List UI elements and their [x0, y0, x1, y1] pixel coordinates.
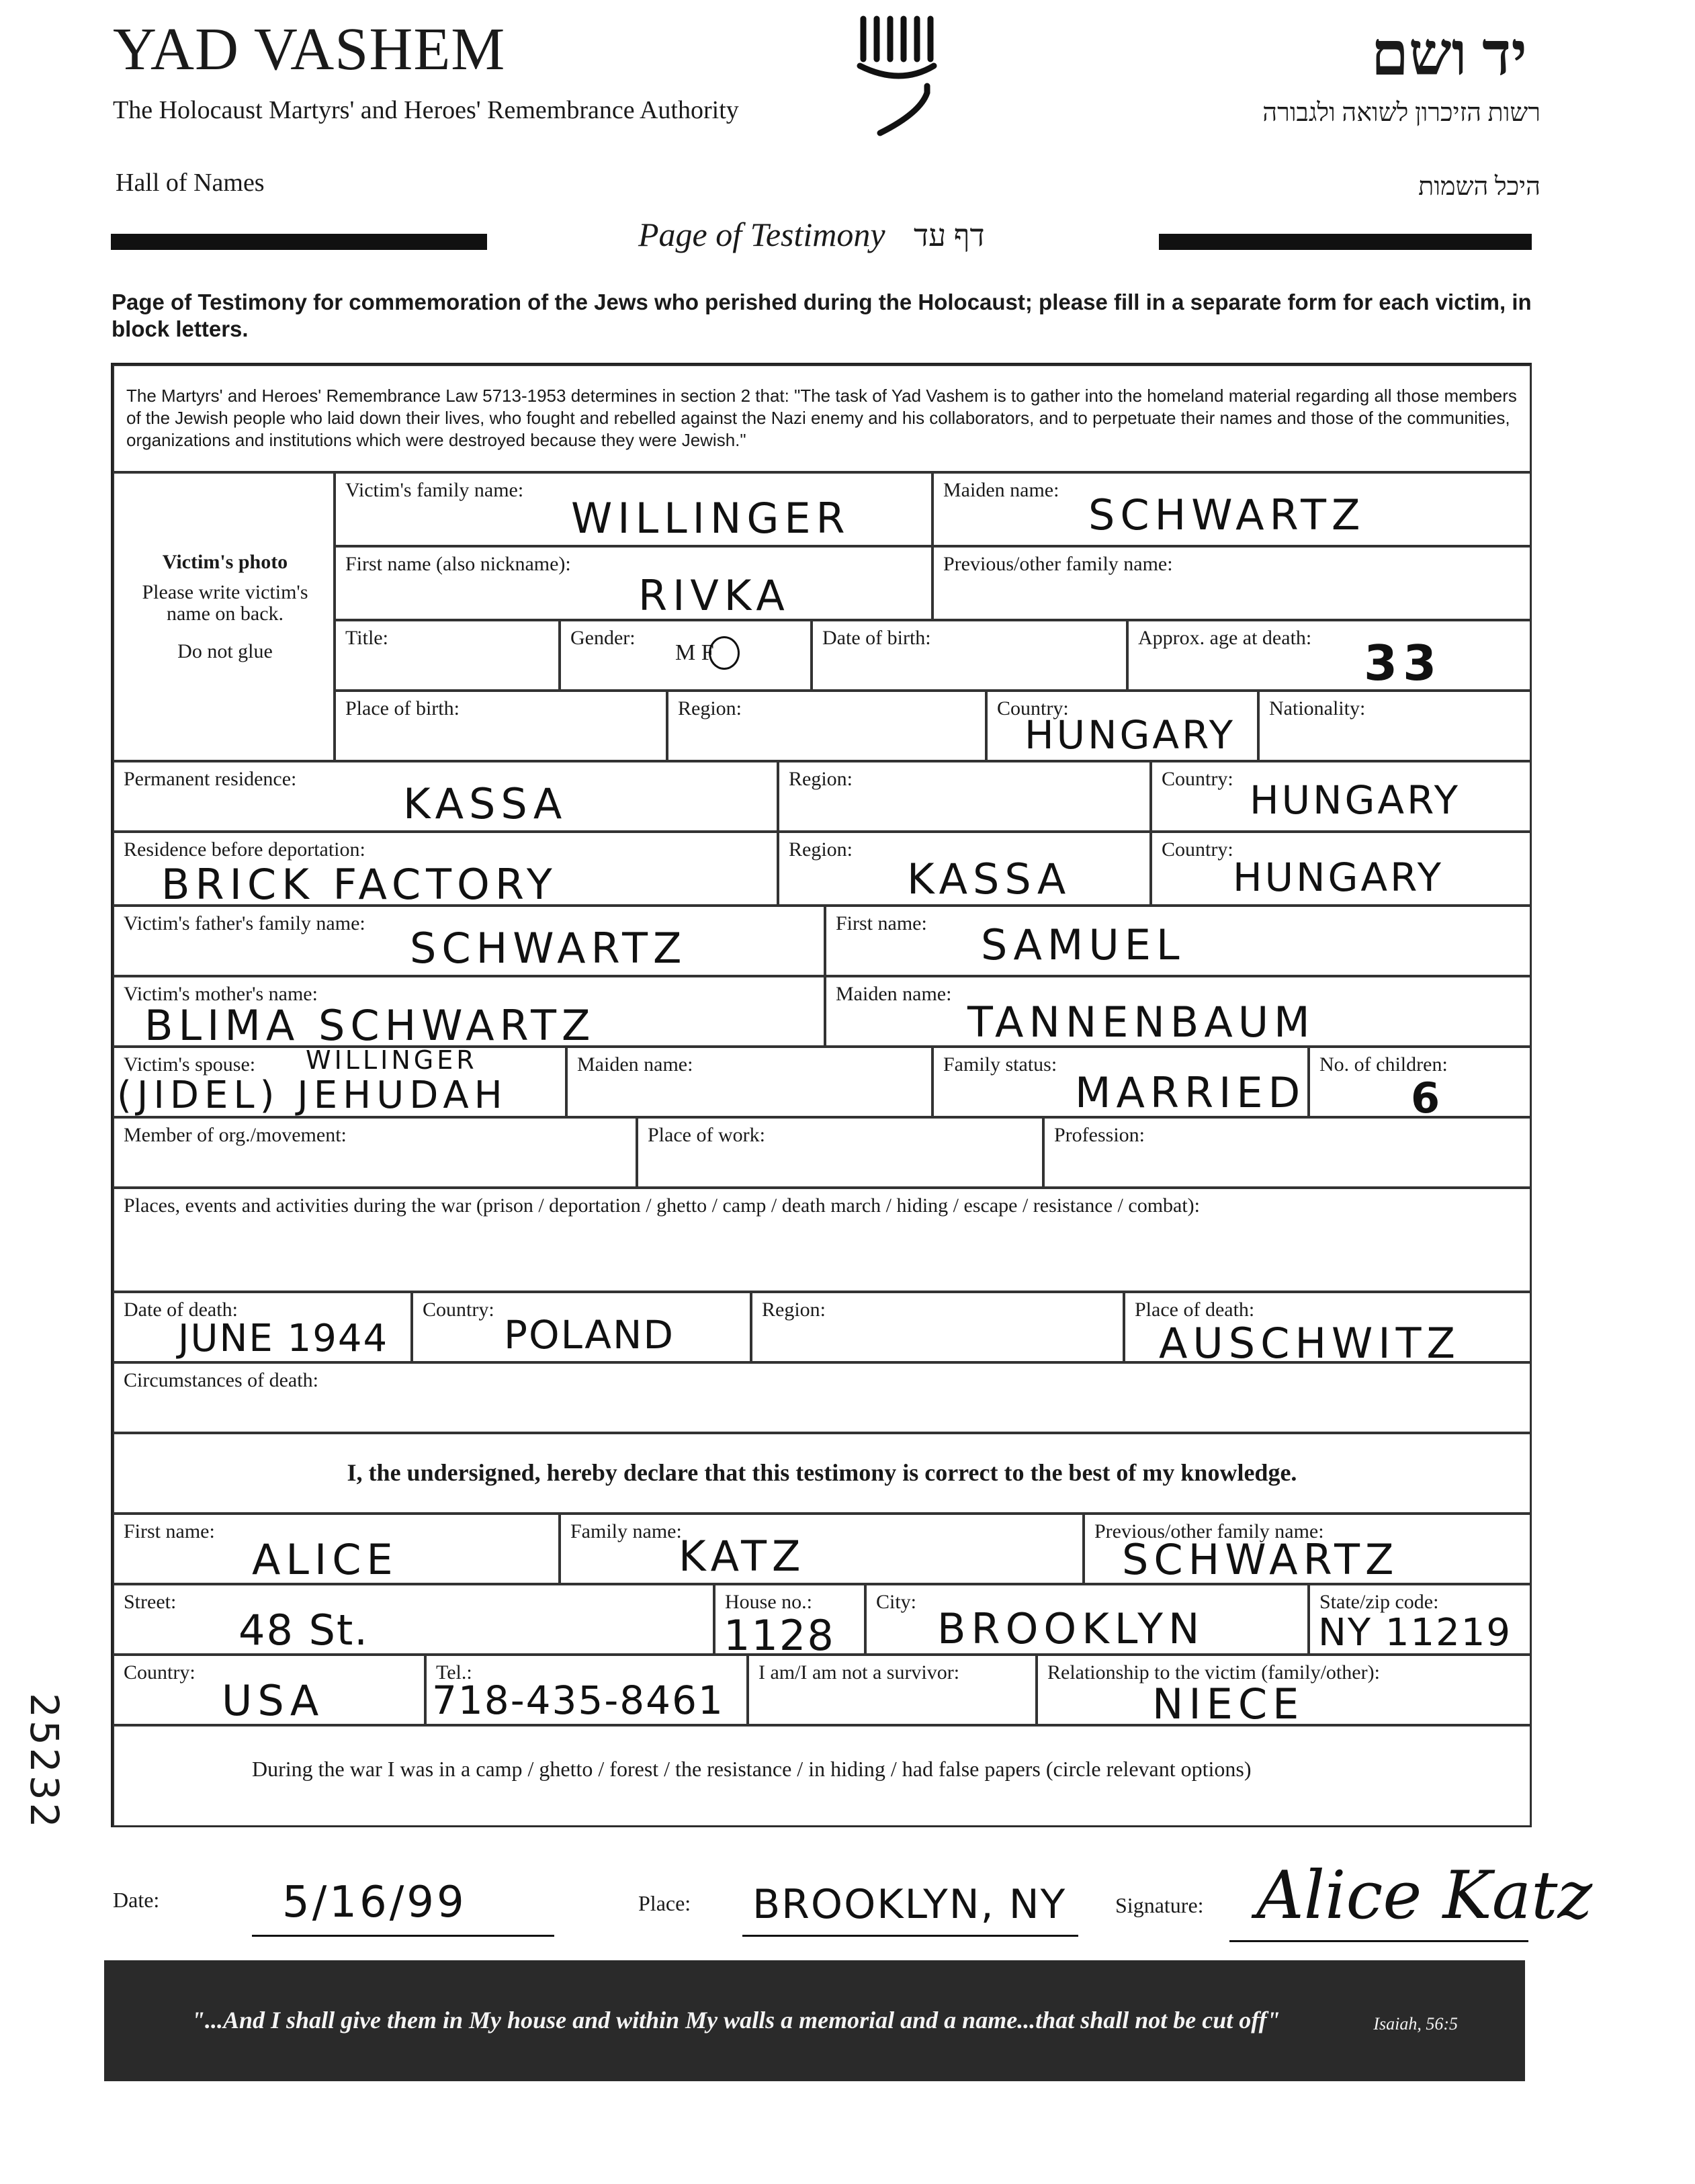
previous-name-label: Previous/other family name:: [943, 553, 1173, 575]
residence-before-label: Residence before deportation:: [124, 838, 365, 861]
perm-region-field[interactable]: [778, 761, 1151, 832]
page-title: Page of Testimony: [638, 216, 885, 253]
signature-line: [1229, 1940, 1528, 1942]
victim-photo-box[interactable]: [113, 472, 335, 761]
title-rule-left: [111, 234, 487, 250]
place-of-birth-label: Place of birth:: [345, 697, 460, 719]
submitter-first-label: First name:: [124, 1520, 215, 1542]
submitter-country-field[interactable]: [113, 1655, 425, 1725]
date-value: 5/16/99: [282, 1878, 467, 1927]
profession-field[interactable]: [1043, 1117, 1531, 1188]
declaration-text: I, the undersigned, hereby declare that this testimony is correct to the best of my knowledge.: [347, 1459, 1297, 1486]
member-org-label: Member of org./movement:: [124, 1124, 347, 1146]
mother-maiden-field[interactable]: [825, 976, 1531, 1047]
children-value: 6: [1411, 1074, 1446, 1123]
gender-label: Gender:: [570, 627, 636, 649]
age-value: 33: [1364, 635, 1442, 691]
perm-country-value: HUNGARY: [1250, 777, 1461, 823]
mother-maiden-label: Maiden name:: [836, 983, 952, 1005]
survivor-label: I am/I am not a survivor:: [758, 1661, 960, 1684]
children-field[interactable]: [1309, 1047, 1531, 1123]
instructions: Page of Testimony for commemoration of the Jews who perished during the Holocaust; please fill in a separate form for each victim, in block letters.: [112, 290, 1532, 341]
telephone-label: Tel.:: [436, 1661, 472, 1684]
spouse-field[interactable]: [113, 1047, 566, 1117]
circumstances-label: Circumstances of death:: [124, 1369, 318, 1391]
signature-label: Signature:: [1115, 1893, 1204, 1917]
circumstances-field[interactable]: [113, 1362, 1531, 1433]
nationality-field[interactable]: [1258, 691, 1531, 761]
submitter-country-label: Country:: [124, 1661, 195, 1684]
gender-field[interactable]: [560, 620, 812, 691]
survivor-field[interactable]: [748, 1655, 1037, 1725]
photo-line-3: Do not glue: [177, 640, 273, 662]
father-family-name-field[interactable]: [113, 906, 825, 976]
photo-title: Victim's photo: [162, 551, 288, 573]
house-number-field[interactable]: [714, 1584, 865, 1660]
permanent-residence-label: Permanent residence:: [124, 768, 297, 790]
age-at-death-field[interactable]: [1127, 620, 1531, 691]
death-country-value: POLAND: [504, 1312, 675, 1358]
hall-of-names: Hall of Names: [116, 169, 265, 197]
date-of-birth-field[interactable]: [812, 620, 1127, 691]
wartime-places-label: Places, events and activities during the war (prison / deportation / ghetto / camp / death march / hiding / escape / resistance / combat):: [124, 1194, 1201, 1217]
side-reference-number: 25232: [21, 1693, 67, 1831]
hebrew-title: יד ושם: [1371, 21, 1527, 88]
law-box: [113, 365, 1531, 472]
father-first-label: First name:: [836, 912, 927, 934]
dob-label: Date of birth:: [822, 627, 931, 649]
residence-before-value: BRICK FACTORY: [161, 860, 558, 909]
death-country-label: Country:: [423, 1299, 494, 1321]
house-value: 1128: [724, 1611, 835, 1660]
footer-citation: Isaiah, 56:5: [1373, 2014, 1458, 2034]
law-text: The Martyrs' and Heroes' Remembrance Law 5713-1953 determines in section 2 that: "The task of Yad Vashem is to gather into the homeland material regarding all those members of the Jewish people who laid down their lives, who fought and rebelled against the Nazi enemy and his collaborators, and to perpetuate their names and those of the communities, organizations and institutions which were destroyed because they were Jewish.": [126, 386, 1517, 450]
spouse-maiden-field[interactable]: [566, 1047, 932, 1117]
maiden-name-value: SCHWARTZ: [1088, 490, 1366, 539]
mother-name-value: BLIMA SCHWARTZ: [144, 1001, 596, 1050]
submitter-prev-label: Previous/other family name:: [1094, 1520, 1324, 1542]
place-of-birth-field[interactable]: [335, 691, 667, 761]
mother-name-field[interactable]: [113, 976, 825, 1050]
family-status-field[interactable]: [932, 1047, 1309, 1117]
mother-maiden-value: TANNENBAUM: [967, 998, 1315, 1047]
date-label: Date:: [113, 1888, 160, 1912]
place-label: Place:: [638, 1891, 691, 1915]
family-name-value: WILLINGER: [571, 494, 851, 543]
date-of-death-field[interactable]: [113, 1292, 412, 1362]
nationality-label: Nationality:: [1269, 697, 1366, 719]
birth-region-field[interactable]: [667, 691, 986, 761]
perm-region-label: Region:: [789, 768, 853, 790]
deport-region-label: Region:: [789, 838, 853, 861]
place-of-death-field[interactable]: [1124, 1292, 1531, 1368]
state-zip-field[interactable]: [1309, 1584, 1531, 1655]
title-rule-right: [1159, 234, 1532, 250]
submitter-country-value: USA: [222, 1676, 324, 1725]
member-org-field[interactable]: [113, 1117, 637, 1188]
declaration-box: [113, 1433, 1531, 1514]
family-name-label: Victim's family name:: [345, 479, 524, 501]
submitter-family-value: KATZ: [679, 1532, 806, 1581]
deport-region-field[interactable]: [778, 832, 1151, 906]
age-label: Approx. age at death:: [1138, 627, 1312, 649]
first-name-label: First name (also nickname):: [345, 553, 571, 575]
relationship-label: Relationship to the victim (family/other):: [1047, 1661, 1380, 1684]
yad-vashem-logo-icon: [853, 12, 947, 140]
spouse-maiden-label: Maiden name:: [577, 1053, 693, 1076]
profession-label: Profession:: [1054, 1124, 1145, 1146]
footer-banner: [104, 1960, 1525, 2081]
spouse-value-line1: WILLINGER: [306, 1045, 478, 1075]
city-field[interactable]: [865, 1584, 1309, 1655]
father-first-name-field[interactable]: [825, 906, 1531, 976]
residence-before-deportation-field[interactable]: [113, 832, 778, 909]
perm-country-field[interactable]: [1151, 761, 1531, 832]
street-value: 48 St.: [238, 1606, 369, 1655]
title-label: Title:: [345, 627, 388, 649]
state-zip-value: NY 11219: [1318, 1611, 1512, 1655]
submitter-family-label: Family name:: [570, 1520, 682, 1542]
wartime-places-field[interactable]: [113, 1188, 1531, 1292]
city-label: City:: [876, 1591, 917, 1613]
telephone-field[interactable]: [425, 1655, 748, 1725]
birth-region-label: Region:: [678, 697, 742, 719]
testimony-form: [111, 363, 1532, 1827]
signature-value: Alice Katz: [1256, 1858, 1593, 1934]
during-war-text: During the war I was in a camp / ghetto / forest / the resistance / in hiding / had false papers (circle relevant options): [252, 1757, 1252, 1781]
first-name-value: RIVKA: [638, 571, 790, 620]
page-title-hebrew: דף עד: [914, 218, 985, 253]
deport-country-value: HUNGARY: [1233, 855, 1444, 900]
family-status-label: Family status:: [943, 1053, 1057, 1076]
hebrew-hall: היכל השמות: [1418, 173, 1540, 201]
first-name-field[interactable]: [335, 546, 932, 620]
family-status-value: MARRIED: [1075, 1068, 1306, 1117]
submitter-prev-value: SCHWARTZ: [1122, 1535, 1399, 1584]
gender-options: M F: [675, 640, 714, 665]
footer-quote: "...And I shall give them in My house and within My walls a memorial and a name...that shall not be cut off": [191, 2007, 1280, 2034]
previous-name-field[interactable]: [932, 546, 1531, 620]
submitter-family-name-field[interactable]: [560, 1514, 1084, 1584]
place-of-work-field[interactable]: [637, 1117, 1043, 1188]
org-title: YAD VASHEM: [113, 16, 506, 83]
deport-country-label: Country:: [1162, 838, 1233, 861]
photo-line-1: Please write victim's: [142, 581, 308, 603]
title-field[interactable]: [335, 620, 560, 691]
state-zip-label: State/zip code:: [1319, 1591, 1439, 1613]
family-name-field[interactable]: [335, 472, 932, 546]
street-field[interactable]: [113, 1584, 714, 1655]
city-value: BROOKLYN: [937, 1604, 1205, 1653]
place-value: BROOKLYN, NY: [752, 1881, 1067, 1928]
submitter-first-name-field[interactable]: [113, 1514, 560, 1584]
relationship-field[interactable]: [1037, 1655, 1531, 1729]
submitter-first-value: ALICE: [252, 1535, 398, 1584]
telephone-value: 718-435-8461: [432, 1677, 724, 1723]
birth-country-label: Country:: [997, 697, 1069, 719]
photo-line-2: name on back.: [166, 603, 284, 625]
death-region-label: Region:: [762, 1299, 826, 1321]
hebrew-subtitle: רשות הזיכרון לשואה ולגבורה: [1262, 99, 1540, 127]
house-label: House no.:: [725, 1591, 812, 1613]
during-war-options[interactable]: [113, 1725, 1531, 1827]
mother-name-label: Victim's mother's name:: [124, 983, 318, 1005]
father-family-value: SCHWARTZ: [410, 924, 687, 973]
death-country-field[interactable]: [412, 1292, 751, 1362]
maiden-name-field[interactable]: [932, 472, 1531, 546]
deport-region-value: KASSA: [907, 855, 1072, 904]
street-label: Street:: [124, 1591, 177, 1613]
place-of-work-label: Place of work:: [648, 1124, 765, 1146]
relationship-value: NIECE: [1152, 1679, 1305, 1729]
death-region-field[interactable]: [751, 1292, 1124, 1362]
place-of-death-label: Place of death:: [1135, 1299, 1255, 1321]
date-of-death-label: Date of death:: [124, 1299, 238, 1321]
father-family-label: Victim's father's family name:: [124, 912, 365, 934]
birth-country-value: HUNGARY: [1025, 712, 1236, 758]
maiden-name-label: Maiden name:: [943, 479, 1059, 501]
org-subtitle: The Holocaust Martyrs' and Heroes' Remembrance Authority: [113, 96, 739, 124]
deport-country-field[interactable]: [1151, 832, 1531, 906]
place-of-death-value: AUSCHWITZ: [1159, 1319, 1461, 1368]
perm-country-label: Country:: [1162, 768, 1233, 790]
spouse-label: Victim's spouse:: [124, 1053, 256, 1076]
permanent-residence-value: KASSA: [403, 779, 568, 828]
gender-circle-mark: [709, 636, 740, 670]
date-of-death-value: JUNE 1944: [178, 1317, 389, 1360]
place-line: [742, 1935, 1078, 1937]
children-label: No. of children:: [1319, 1053, 1448, 1076]
permanent-residence-field[interactable]: [113, 761, 778, 832]
father-first-value: SAMUEL: [981, 920, 1185, 969]
birth-country-field[interactable]: [986, 691, 1258, 761]
submitter-previous-name-field[interactable]: [1084, 1514, 1531, 1584]
date-line: [252, 1935, 554, 1937]
spouse-value-line2: (JIDEL) JEHUDAH: [117, 1074, 508, 1117]
